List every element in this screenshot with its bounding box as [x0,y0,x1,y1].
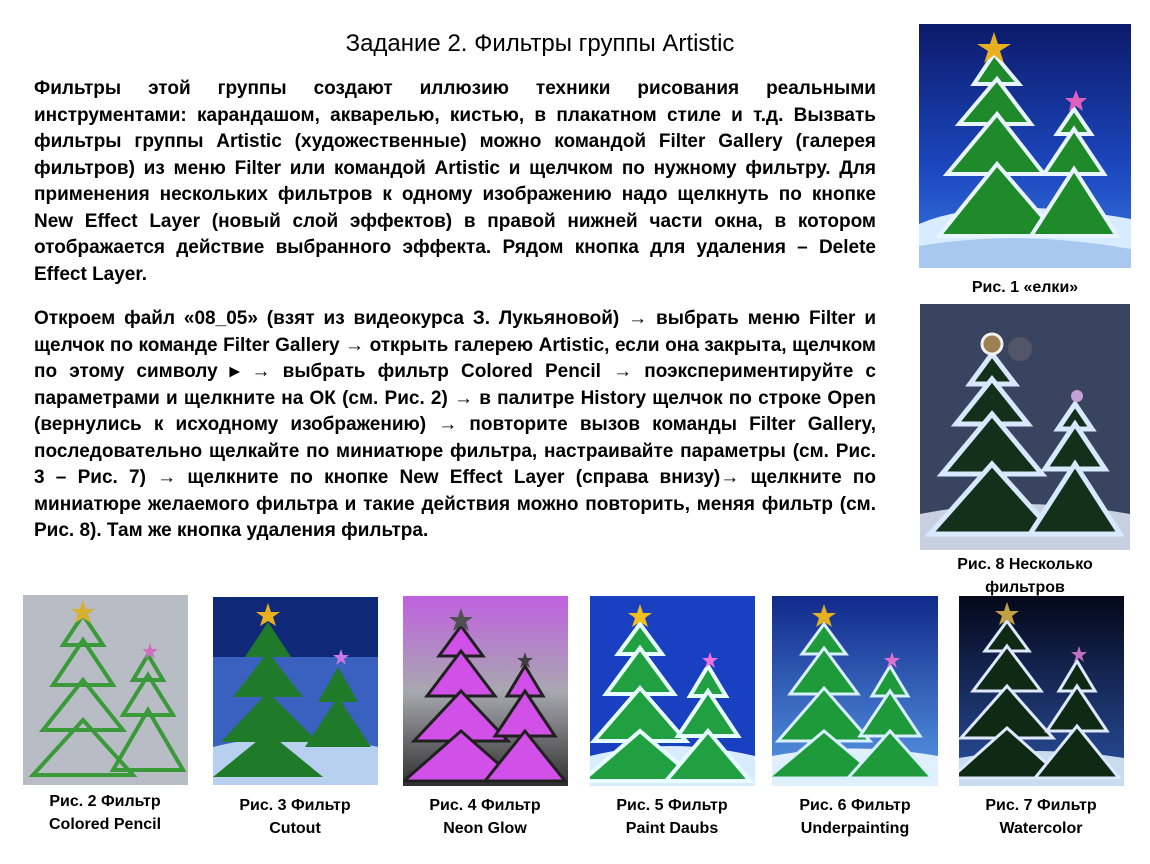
figure-3-cutout-image [213,597,378,785]
figure-6-caption-line2: Underpainting [800,820,910,837]
intro-paragraph: Фильтры этой группы создают иллюзию техники рисования реальными инструментами: карандашом, акварелью, кистью, в плакатном стиле и т.д. Вызвать фильтры группы Artistic (художественные) можно командой Filter Gallery (галерея фильтров) из меню Filter или командой Artistic и щелчком по нужному фильтру. Для применения нескольких фильтров к одному изображению надо щелкнуть по кнопке New Effect Layer (новый слой эффектов) в правой нижней части окна, в котором отображается действие выбранного эффекта. Рядом кнопка для удаления – Delete Effect Layer. [34,78,876,285]
figure-3-caption-line2: Cutout [269,820,321,837]
figure-5-paint-daubs-image [590,596,755,786]
figure-6-caption [765,794,945,840]
figure-2-caption-line2: Colored Pencil [48,816,162,833]
figure-4-caption [395,794,575,840]
figure-4-caption-line1: Рис. 4 Фильтр [429,797,541,814]
figure-5-caption-line1: Рис. 5 Фильтр [616,797,728,814]
figure-3-caption [205,794,385,840]
figure-2-caption-line1: Рис. 2 Фильтр [49,793,161,810]
figure-7-watercolor-image [959,596,1124,786]
figure-2-colored-pencil-image [23,595,188,785]
figure-7-caption-line1: Рис. 7 Фильтр [985,797,1097,814]
figure-5-caption-line2: Paint Daubs [625,820,719,837]
figure-1-trees-image [919,24,1131,268]
steps-paragraph: Откроем файл «08_05» (взят из видеокурса З. Лукьяновой) → выбрать меню Filter и щелчок по команде Filter Gallery → открыть галерею Artistic, если она закрыта, щелчком по этому символу ▸ → выбрать фильтр Colored Pencil → поэкспериментируйте с параметрами и щелкните на ОК (см. Рис. 2) → в палитре History щелчок по строке Open (вернулись к исходному изображению) → повторите вызов команды Filter Gallery, последовательно щелкайте по миниатюре фильтра, настраивайте параметры (см. Рис. 3 – Рис. 7) → щелкните по кнопке New Effect Layer (справа внизу)→ щелкните по миниатюре желаемого фильтра и такие действия можно повторить, меняя фильтр (см. Рис. 8). Там же кнопка удаления фильтра. [34,308,876,541]
figure-8-caption: Рис. 8 Несколько фильтров [957,556,1093,596]
slide-title: Задание 2. Фильтры группы Artistic [345,30,735,57]
figure-7-caption-line2: Watercolor [999,820,1083,837]
figure-4-caption-line2: Neon Glow [443,820,527,837]
figure-6-caption-line1: Рис. 6 Фильтр [799,797,911,814]
figure-7-caption [951,794,1131,840]
figure-5-caption [582,794,762,840]
figure-4-neon-glow-image [403,596,568,786]
figure-6-underpainting-image [772,596,938,786]
figure-3-caption-line1: Рис. 3 Фильтр [239,797,351,814]
figure-2-caption [15,790,195,836]
figure-1-caption: Рис. 1 «елки» [971,279,1079,296]
figure-8-multiple-filters-image [920,304,1130,550]
